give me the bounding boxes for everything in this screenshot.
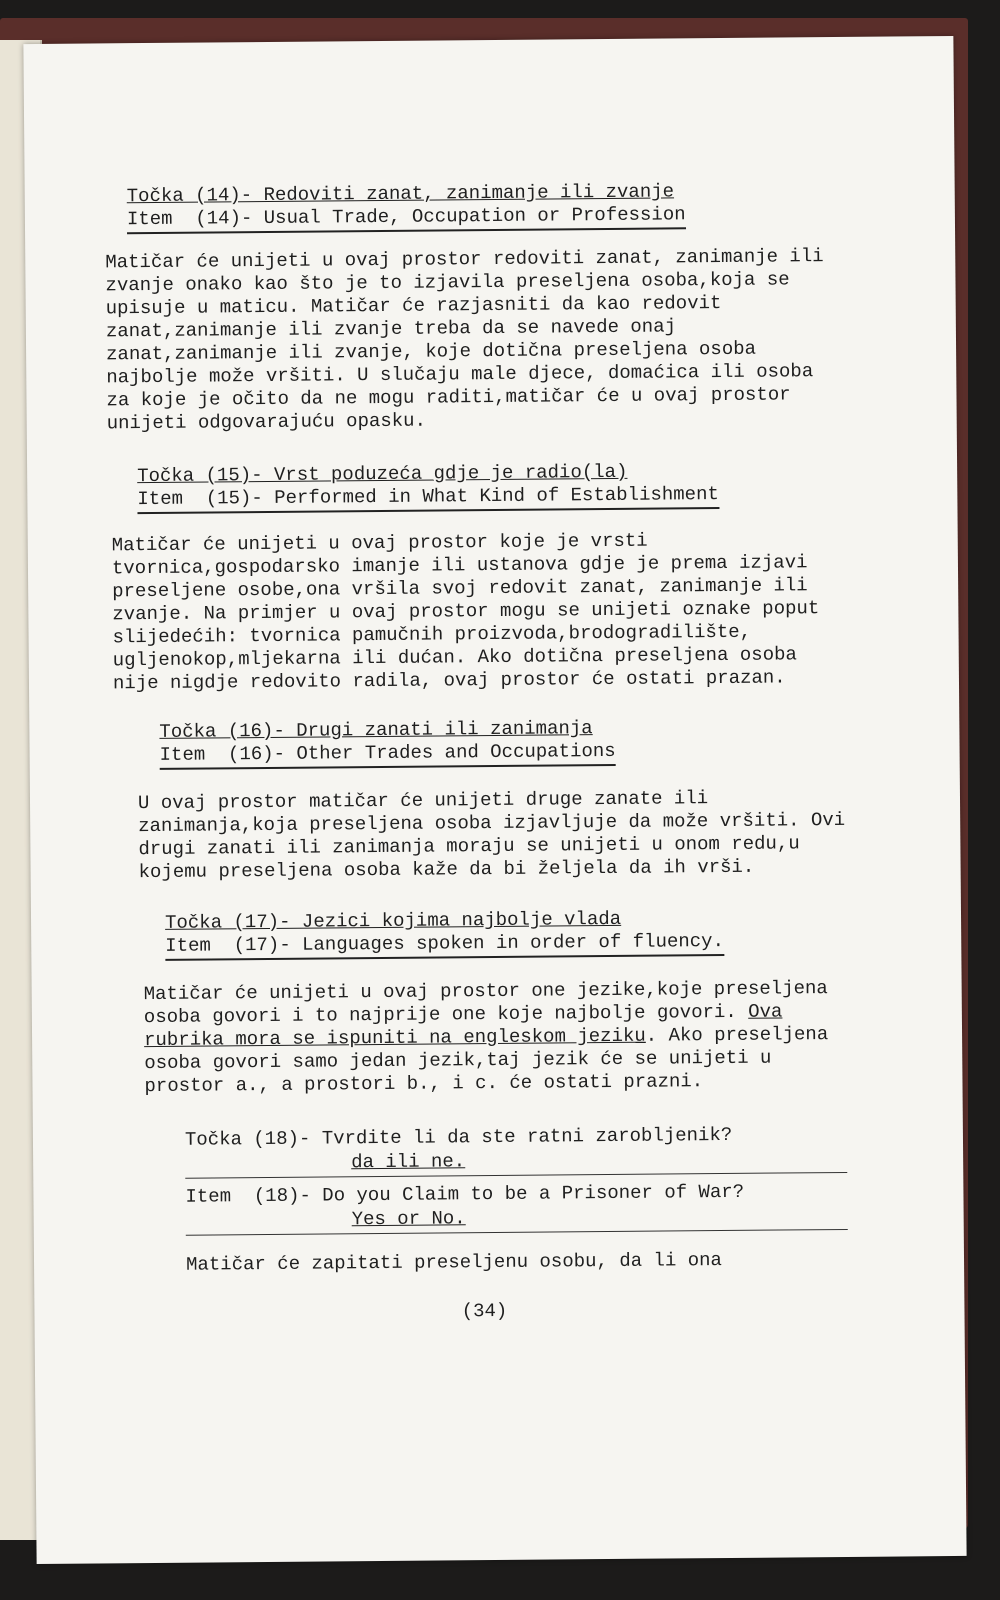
item-18-rule-bottom [186, 1229, 848, 1236]
item-14-heading [127, 179, 845, 234]
item-17-body-start: Matičar će unijeti u ovaj prostor one jezike,koje preseljena osoba govori i to najprije one koje najbolje govori. [143, 977, 828, 1029]
item-17-title-en: Item (17)- Languages spoken in order of fluency. [165, 930, 724, 961]
item-16-title-hr: Točka (16)- Drugi zanati ili zanimanja [159, 717, 593, 743]
item-18-rule-top [185, 1172, 847, 1179]
item-18-title-en: Item (18)- Do you Claim to be a Prisoner of War? [185, 1180, 745, 1208]
item-18-title-hr: Točka (18)- Tvrdite li da ste ratni zarobljenik? [184, 1123, 733, 1151]
item-15-title-en: Item (15)- Performed in What Kind of Establishment [137, 483, 719, 514]
page-number: (34) [461, 1299, 508, 1323]
item-16-heading [159, 715, 849, 770]
item-15-heading [137, 459, 847, 514]
item-14-body: Matičar će unijeti u ovaj prostor redoviti zanat, zanimanje ili zvanje onako kao što je to izjavila preseljena osoba,koja se upisuje u maticu. Matičar će razjasniti da kao redovit zanat,zanimanje ili zvanje treba da se navede onaj zanat,zanimanje ili zvanje, koje dotična preseljena osoba najbolje može vršiti. U slučaju male djece, domaćica ili osoba za koje je očito da ne mogu raditi,matičar će u ovaj prostor unijeti odgovarajuću opasku. [105, 245, 824, 435]
item-14-title-en: Item (14)- Usual Trade, Occupation or Profession [127, 203, 686, 234]
item-17-body-underlined: Ova rubrika mora se ispuniti na engleskom jeziku [143, 1000, 783, 1052]
item-17-title-hr: Točka (17)- Jezici kojima najbolje vlada [164, 907, 622, 934]
item-15-title-hr: Točka (15)- Vrst poduzeća gdje je radio(la) [137, 460, 628, 488]
item-18-answer-en: Yes or No. [351, 1207, 466, 1231]
item-18-heading [185, 1122, 854, 1236]
page-content [105, 179, 855, 1325]
item-16-title-en: Item (16)- Other Trades and Occupations [159, 740, 615, 770]
item-14-title-hr: Točka (14)- Redoviti zanat, zanimanje ili zvanje [126, 180, 675, 208]
item-17-body-end: . Ako preseljena osoba govori samo jedan jezik,taj jezik će se unijeti u prostor a., a prostori b., i c. će ostati prazni. [144, 1023, 829, 1098]
item-17-heading [165, 906, 851, 961]
item-18-body: Matičar će zapitati preseljenu osobu, da li ona [185, 1249, 723, 1276]
item-15-body: Matičar će unijeti u ovaj prostor koje je vrsti tvornica,gospodarsko imanje ili ustanova gdje je prema izjavi preseljene osobe,ona vršila svoj redovit zanat, zanimanje ili zvanje. Na primjer u ovaj prostor mogu se unijeti oznake poput slijedećih: tvornica pamučnih proizvoda,brodogradilište, ugljenokop,mljekarna ili dućan. Ako dotična preseljena osoba nije nigdje redovito radila, ovaj prostor će ostati prazan. [111, 529, 820, 695]
item-16-body: U ovaj prostor matičar će unijeti druge zanate ili zanimanja,koja preseljena osoba izjavljuje da može vršiti. Ovi drugi zanati ili zanimanja moraju se unijeti u onom redu,u kojemu preseljena osoba kaže da bi željela da ih vrši. [137, 787, 846, 884]
document-page [23, 36, 966, 1564]
item-17-body [144, 977, 853, 1098]
item-18-answer-hr: da ili ne. [351, 1150, 466, 1174]
